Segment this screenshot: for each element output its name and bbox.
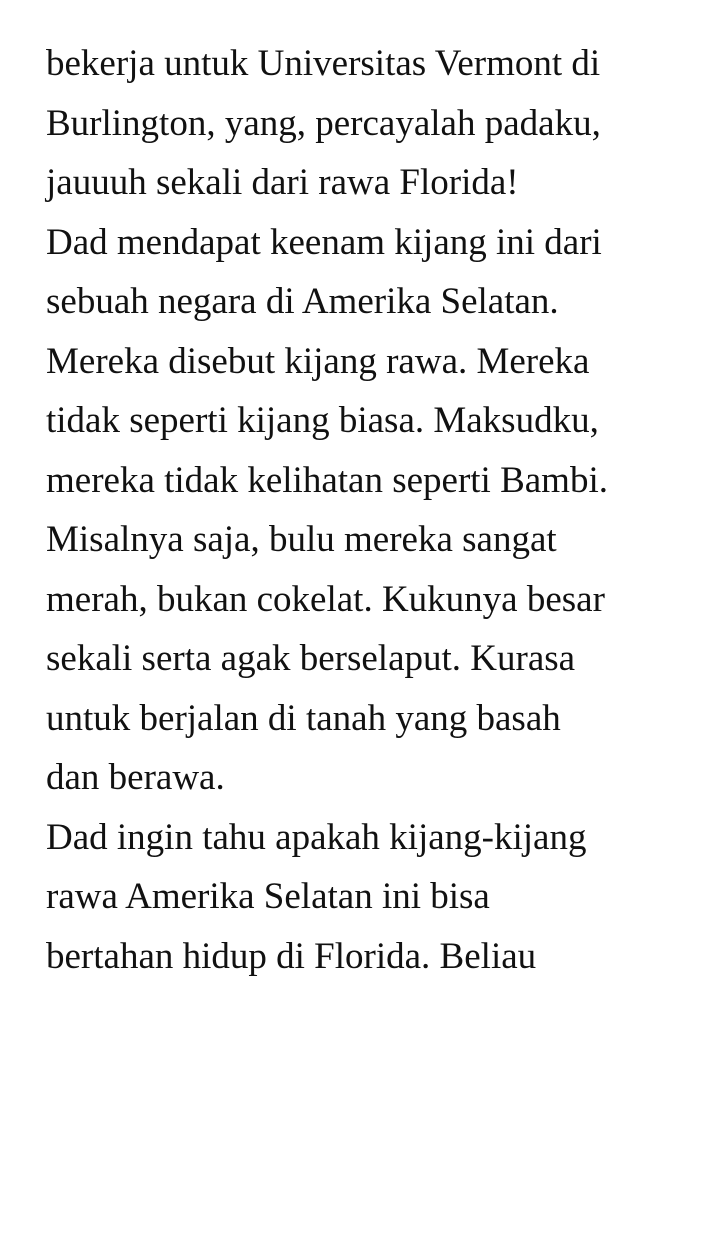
text-line: jauuuh sekali dari rawa Florida!: [46, 162, 519, 203]
body-text: [46, 34, 706, 986]
text-line: merah, bukan cokelat. Kukunya besar: [46, 578, 605, 620]
text-line: sebuah negara di Amerika Selatan.: [46, 281, 559, 322]
text-line: bekerja untuk Universitas Vermont di: [46, 43, 601, 84]
text-line: Mereka disebut kijang rawa. Mereka: [46, 340, 590, 382]
text-line: bertahan hidup di Florida. Beliau: [46, 935, 537, 977]
text-line: Dad ingin tahu apakah kijang-kijang: [46, 816, 587, 858]
text-line: dan berawa.: [46, 757, 225, 798]
text-line: mereka tidak kelihatan seperti Bambi.: [46, 459, 608, 501]
text-line: tidak seperti kijang biasa. Maksudku,: [46, 400, 599, 441]
text-line: Dad mendapat keenam kijang ini dari: [46, 221, 602, 263]
text-line: rawa Amerika Selatan ini bisa: [46, 876, 490, 917]
text-line: Misalnya saja, bulu mereka sangat: [46, 519, 557, 560]
text-line: untuk berjalan di tanah yang basah: [46, 697, 561, 739]
text-line: Burlington, yang, percayalah padaku,: [46, 102, 601, 144]
text-line: sekali serta agak berselaput. Kurasa: [46, 638, 576, 679]
